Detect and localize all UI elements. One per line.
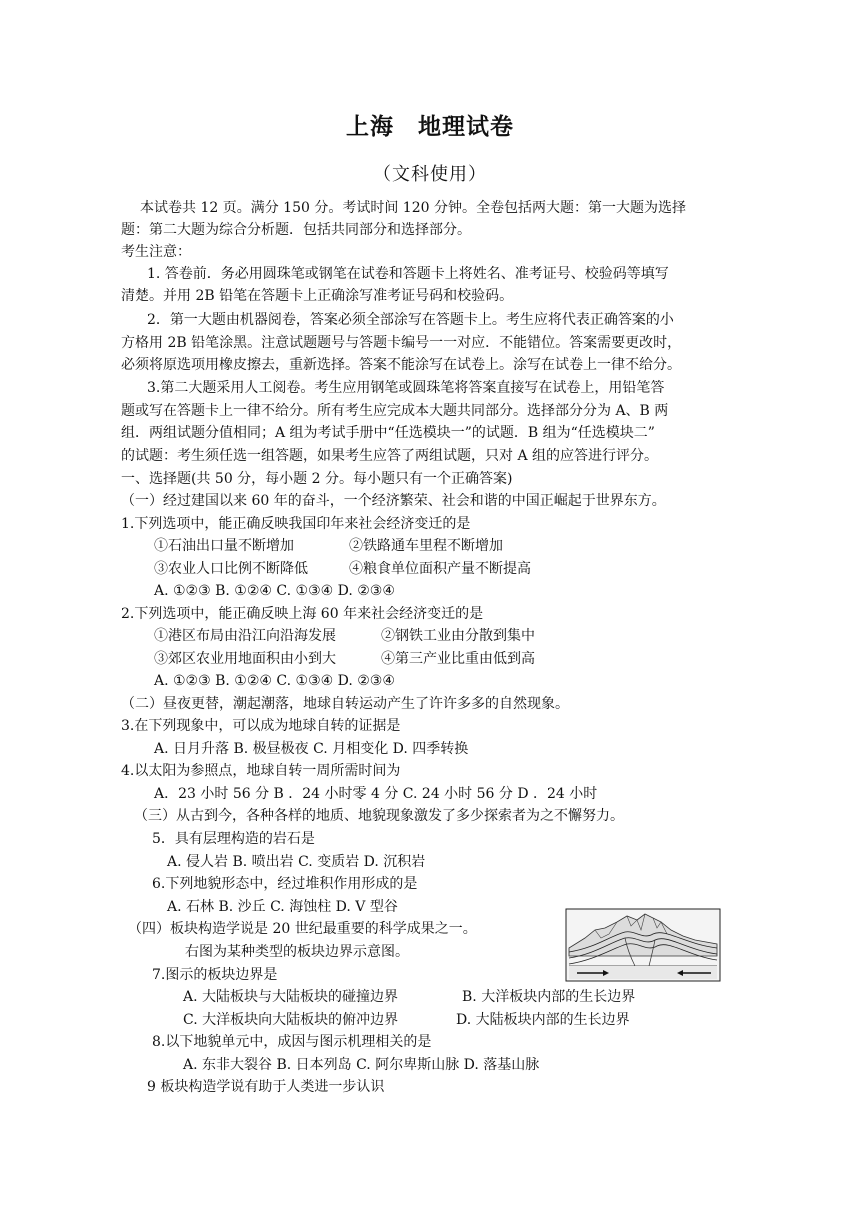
option-item: ④粮食单位面积产量不断提高 [349,561,531,577]
option-item: D. 大陆板块内部的生长边界 [456,1012,630,1028]
notice-heading: 考生注意： [121,244,191,260]
notice-line: 清楚。并用 2B 铅笔在答题卡上正确涂写准考证号码和校验码。 [121,288,514,304]
notice-line: 3.第二大题采用人工阅卷。考生应用钢笔或圆珠笔将答案直接写在试卷上，用铅笔答 [147,380,665,396]
notice-line: 2．第一大题由机器阅卷，答案必须全部涂写在答题卡上。考生应将代表正确答案的小 [147,312,674,328]
section-heading: 一、选择题(共 50 分，每小题 2 分。每小题只有一个正确答案) [121,471,513,487]
question-stem: 2.下列选项中，能正确反映上海 60 年来社会经济变迁的是 [121,606,484,622]
group-intro: （三）从古到今，各种各样的地质、地貌现象激发了多少探索者为之不懈努力。 [134,808,624,824]
page-title: 上海 地理试卷 [346,113,514,140]
intro-line: 题：第二大题为综合分析题．包括共同部分和选择部分。 [121,222,471,238]
option-item: C. 大洋板块向大陆板块的俯冲边界 [183,1012,399,1028]
option-item: ③农业人口比例不断降低 [154,561,308,577]
answer-choices: A．23 小时 56 分 B ．24 小时零 4 分 C. 24 小时 56 分 D ．24 小时 [154,786,598,802]
group-intro: （四）板块构造学说是 20 世纪最重要的科学成果之一。 [128,921,477,937]
answer-choices: A. ①②③ B. ①②④ C. ①③④ D. ②③④ [154,583,395,599]
option-item: ②铁路通车里程不断增加 [349,538,503,554]
answer-choices: A. 东非大裂谷 B. 日本列岛 C. 阿尔卑斯山脉 D. 落基山脉 [183,1057,540,1073]
option-item: ①石油出口量不断增加 [154,538,294,554]
notice-line: 方格用 2B 铅笔涂黑。注意试题题号与答题卡编号一一对应．不能错位。答案需要更改时， [121,335,682,351]
question-stem: 9 板块构造学说有助于人类进一步认识 [147,1079,385,1095]
notice-line: 1. 答卷前．务必用圆珠笔或钢笔在试卷和答题卡上将姓名、准考证号、校验码等填写 [147,266,669,282]
question-stem: 3.在下列现象中，可以成为地球自转的证据是 [121,718,401,734]
notice-line: 题或写在答题卡上一律不给分。所有考生应完成本大题共同部分。选择部分分为 A、B 两 [121,403,669,419]
option-item: ②钢铁工业由分散到集中 [381,628,535,644]
question-stem: 4.以太阳为参照点，地球自转一周所需时间为 [121,763,401,779]
notice-line: 必须将原选项用橡皮擦去，重新选择。答案不能涂写在试卷上。涂写在试卷上一律不给分。 [121,357,681,373]
group-intro: （一）经过建国以来 60 年的奋斗，一个经济繁荣、社会和谐的中国正崛起于世界东方。 [121,493,666,509]
option-item: ③郊区农业用地面积由小到大 [154,651,336,667]
figure-caption: 右图为某种类型的板块边界示意图。 [185,944,409,960]
question-stem: 7.图示的板块边界是 [152,967,278,983]
question-stem: 5．具有层理构造的岩石是 [152,831,315,847]
question-stem: 8.以下地貌单元中，成因与图示机理相关的是 [152,1034,432,1050]
answer-choices: A. 日月升落 B. 极昼极夜 C. 月相变化 D. 四季转换 [154,741,469,757]
answer-choices: A. 石林 B. 沙丘 C. 海蚀柱 D. V 型谷 [167,899,398,915]
notice-line: 的试题：考生须任选一组答题，如果考生应答了两组试题，只对 A 组的应答进行评分。 [121,448,659,464]
page-subtitle: （文科使用） [373,164,487,185]
option-item: ④第三产业比重由低到高 [381,651,535,667]
answer-choices: A. ①②③ B. ①②④ C. ①③④ D. ②③④ [154,673,395,689]
intro-line: 本试卷共 12 页。满分 150 分。考试时间 120 分钟。全卷包括两大题：第一大题为选择 [140,200,686,216]
notice-line: 组．两组试题分值相同；A 组为考试手册中“任选模块一”的试题．B 组为“任选模块二” [121,425,655,441]
question-stem: 6.下列地貌形态中，经过堆积作用形成的是 [152,876,418,892]
answer-choices: A. 侵人岩 B. 喷出岩 C. 变质岩 D. 沉积岩 [167,854,426,870]
question-stem: 1.下列选项中，能正确反映我国印年来社会经济变迁的是 [121,516,471,532]
option-item: B. 大洋板块内部的生长边界 [462,989,636,1005]
group-intro: （二）昼夜更替，潮起潮落，地球自转运动产生了许许多多的自然现象。 [121,696,569,712]
plate-boundary-diagram [565,908,721,982]
option-item: A. 大陆板块与大陆板块的碰撞边界 [183,989,399,1005]
option-item: ①港区布局由沿江向沿海发展 [154,628,336,644]
